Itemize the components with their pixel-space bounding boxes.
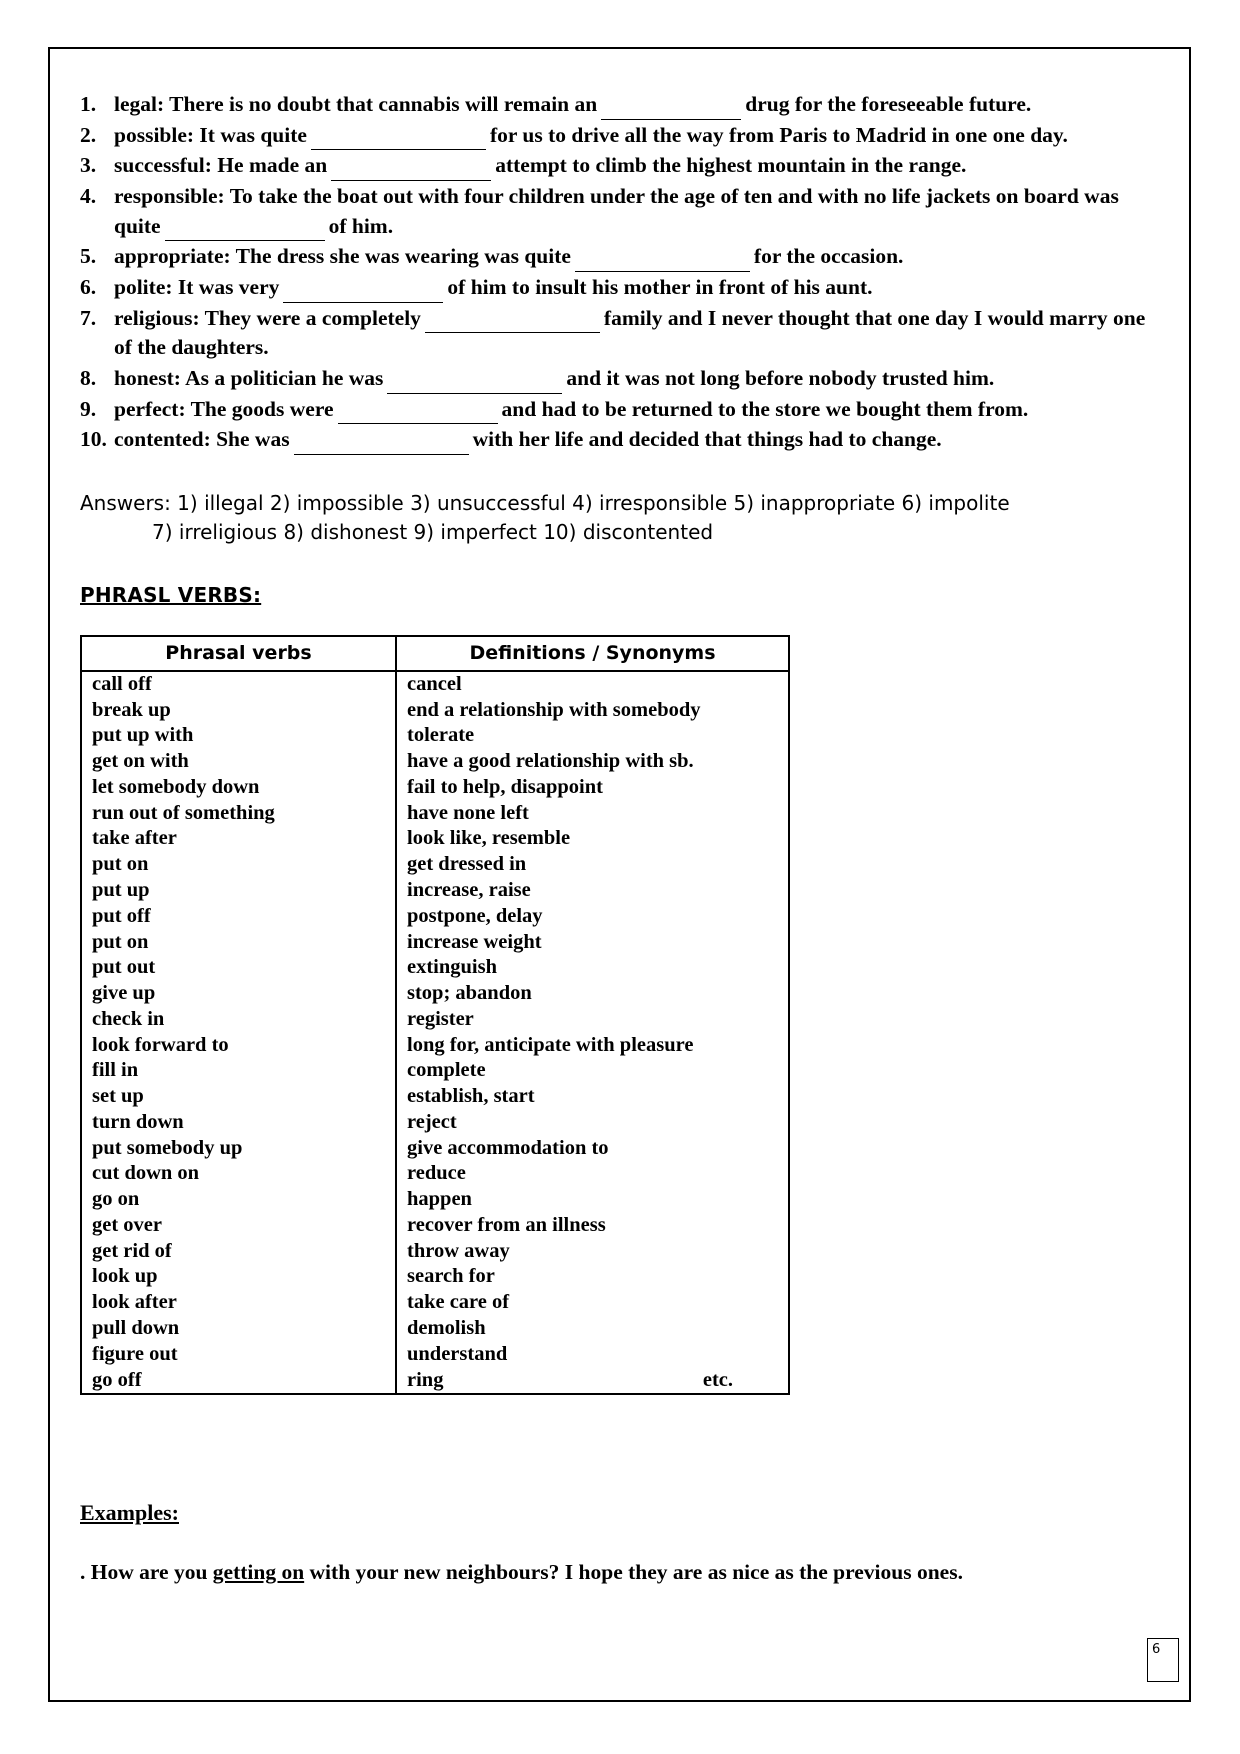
table-row bbox=[81, 1187, 789, 1213]
cell-phrasal-verb: cut down on bbox=[81, 1161, 396, 1187]
cell-phrasal-verb: set up bbox=[81, 1084, 396, 1110]
exercise-prompt: possible: It was quite bbox=[114, 122, 307, 147]
table-row bbox=[81, 826, 789, 852]
answer-blank[interactable] bbox=[165, 220, 325, 241]
exercise-item bbox=[80, 90, 1160, 120]
cell-phrasal-verb: break up bbox=[81, 698, 396, 724]
exercise-item bbox=[80, 242, 1160, 272]
example-post: with your new neighbours? I hope they are as nice as the previous ones. bbox=[304, 1560, 963, 1585]
cell-phrasal-verb: turn down bbox=[81, 1110, 396, 1136]
cell-definition: fail to help, disappoint bbox=[396, 775, 789, 801]
examples-heading: Examples: bbox=[80, 1500, 179, 1526]
exercise-text bbox=[114, 90, 1160, 120]
table-row bbox=[81, 1007, 789, 1033]
table-row bbox=[81, 1213, 789, 1239]
cell-phrasal-verb: give up bbox=[81, 981, 396, 1007]
exercise-number: 3. bbox=[80, 153, 97, 178]
table-row bbox=[81, 671, 789, 698]
exercise-prompt: legal: There is no doubt that cannabis will remain an bbox=[114, 92, 598, 116]
answer-blank[interactable] bbox=[575, 251, 750, 272]
cell-definition-text: ring bbox=[407, 1368, 444, 1391]
etc-label: etc. bbox=[702, 1368, 733, 1391]
exercise-text bbox=[114, 395, 1160, 425]
answers-block bbox=[80, 489, 1160, 547]
exercise-continuation: family and I never thought that one day I would marry one of the daughters. bbox=[114, 305, 1146, 360]
exercise-item bbox=[80, 182, 1160, 241]
cell-phrasal-verb: put on bbox=[81, 930, 396, 956]
exercise-number: 6. bbox=[80, 274, 97, 299]
exercise-item bbox=[80, 425, 1160, 455]
example-sentence bbox=[80, 1560, 1160, 1585]
cell-definition: increase weight bbox=[396, 930, 789, 956]
cell-phrasal-verb: take after bbox=[81, 826, 396, 852]
exercise-number: 2. bbox=[80, 122, 97, 147]
exercise-item bbox=[80, 151, 1160, 181]
cell-definition: reject bbox=[396, 1110, 789, 1136]
cell-definition: throw away bbox=[396, 1239, 789, 1265]
table-row bbox=[81, 904, 789, 930]
cell-definition bbox=[396, 1368, 789, 1395]
cell-definition: understand bbox=[396, 1342, 789, 1368]
cell-definition: have none left bbox=[396, 801, 789, 827]
exercise-text bbox=[114, 364, 1160, 394]
cell-definition: have a good relationship with sb. bbox=[396, 749, 789, 775]
cell-definition: end a relationship with somebody bbox=[396, 698, 789, 724]
exercise-prompt: polite: It was very bbox=[114, 274, 280, 299]
example-pre: . How are you bbox=[80, 1560, 213, 1585]
cell-definition: complete bbox=[396, 1058, 789, 1084]
exercise-number: 8. bbox=[80, 365, 97, 390]
phrasal-verbs-table bbox=[80, 635, 790, 1395]
answers-line-2: 7) irreligious 8) dishonest 9) imperfect 10) discontented bbox=[152, 519, 714, 544]
cell-phrasal-verb: put on bbox=[81, 852, 396, 878]
exercise-number: 5. bbox=[80, 244, 97, 269]
cell-phrasal-verb: go on bbox=[81, 1187, 396, 1213]
exercise-text bbox=[114, 151, 1160, 181]
exercise-continuation: for the occasion. bbox=[753, 244, 904, 269]
cell-definition: reduce bbox=[396, 1161, 789, 1187]
table-header-row bbox=[81, 636, 789, 671]
table-row bbox=[81, 878, 789, 904]
answer-blank[interactable] bbox=[294, 433, 469, 454]
table-row bbox=[81, 775, 789, 801]
table-row bbox=[81, 1342, 789, 1368]
example-highlight: getting on bbox=[212, 1560, 305, 1585]
cell-phrasal-verb: fill in bbox=[81, 1058, 396, 1084]
exercise-item bbox=[80, 304, 1160, 363]
phrasal-verbs-heading: PHRASL VERBS: bbox=[80, 582, 262, 607]
exercise-item bbox=[80, 364, 1160, 394]
exercise-text bbox=[114, 242, 1160, 272]
exercise-prompt: contented: She was bbox=[114, 427, 290, 452]
cell-phrasal-verb: look up bbox=[81, 1264, 396, 1290]
exercise-number: 10. bbox=[80, 427, 107, 452]
exercise-text bbox=[114, 425, 1160, 455]
cell-phrasal-verb: call off bbox=[81, 671, 396, 698]
table-row bbox=[81, 1239, 789, 1265]
cell-phrasal-verb: put somebody up bbox=[81, 1136, 396, 1162]
table-row bbox=[81, 1136, 789, 1162]
table-row bbox=[81, 723, 789, 749]
cell-definition: demolish bbox=[396, 1316, 789, 1342]
exercise-prompt: religious: They were a completely bbox=[114, 305, 421, 330]
answer-blank[interactable] bbox=[283, 281, 443, 302]
exercise-text bbox=[114, 304, 1160, 363]
exercise-number: 4. bbox=[80, 183, 97, 208]
exercise-prompt: perfect: The goods were bbox=[114, 396, 334, 421]
phrasal-verbs-table-wrap bbox=[80, 635, 768, 1395]
table-row bbox=[81, 749, 789, 775]
exercise-continuation: drug for the foreseeable future. bbox=[745, 92, 1032, 116]
cell-phrasal-verb: let somebody down bbox=[81, 775, 396, 801]
exercise-number: 1. bbox=[80, 92, 97, 116]
exercise-text bbox=[114, 182, 1160, 241]
table-row bbox=[81, 852, 789, 878]
cell-definition: register bbox=[396, 1007, 789, 1033]
exercise-prompt: successful: He made an bbox=[114, 153, 328, 178]
answer-blank[interactable] bbox=[601, 98, 741, 119]
cell-definition: look like, resemble bbox=[396, 826, 789, 852]
answer-blank[interactable] bbox=[425, 312, 600, 333]
cell-definition: happen bbox=[396, 1187, 789, 1213]
exercise-continuation: attempt to climb the highest mountain in the range. bbox=[495, 153, 967, 178]
table-row bbox=[81, 1084, 789, 1110]
cell-definition: get dressed in bbox=[396, 852, 789, 878]
answer-blank[interactable] bbox=[387, 372, 562, 393]
cell-phrasal-verb: look after bbox=[81, 1290, 396, 1316]
exercise-continuation: of him to insult his mother in front of his aunt. bbox=[447, 274, 873, 299]
table-row bbox=[81, 1058, 789, 1084]
cell-definition: postpone, delay bbox=[396, 904, 789, 930]
cell-phrasal-verb: look forward to bbox=[81, 1033, 396, 1059]
answers-line-1: Answers: 1) illegal 2) impossible 3) unsuccessful 4) irresponsible 5) inappropriate 6) impolite bbox=[80, 490, 1010, 515]
exercise-item bbox=[80, 273, 1160, 303]
cell-phrasal-verb: put up with bbox=[81, 723, 396, 749]
cell-definition: tolerate bbox=[396, 723, 789, 749]
cell-phrasal-verb: get over bbox=[81, 1213, 396, 1239]
exercise-prompt: responsible: To take the boat out with four children under the age of ten and with no life jackets on board was quite bbox=[114, 183, 1119, 238]
cell-definition: extinguish bbox=[396, 955, 789, 981]
table-row bbox=[81, 981, 789, 1007]
answer-blank[interactable] bbox=[311, 129, 486, 150]
exercise-prompt: appropriate: The dress she was wearing was quite bbox=[114, 244, 571, 269]
table-row bbox=[81, 1316, 789, 1342]
table-row bbox=[81, 1290, 789, 1316]
exercise-continuation: with her life and decided that things had to change. bbox=[472, 427, 942, 452]
cell-definition: take care of bbox=[396, 1290, 789, 1316]
exercise-list bbox=[80, 90, 1160, 455]
column-header-definitions: Definitions / Synonyms bbox=[396, 636, 789, 671]
answer-blank[interactable] bbox=[338, 403, 498, 424]
cell-definition: search for bbox=[396, 1264, 789, 1290]
page-content bbox=[80, 90, 1160, 1585]
column-header-phrasal-verbs: Phrasal verbs bbox=[81, 636, 396, 671]
exercise-continuation: of him. bbox=[328, 213, 394, 238]
table-row bbox=[81, 1110, 789, 1136]
table-row bbox=[81, 1264, 789, 1290]
exercise-item bbox=[80, 121, 1160, 151]
exercise-continuation: and it was not long before nobody trusted him. bbox=[566, 365, 995, 390]
table-row bbox=[81, 930, 789, 956]
cell-phrasal-verb: check in bbox=[81, 1007, 396, 1033]
cell-phrasal-verb: run out of something bbox=[81, 801, 396, 827]
answer-blank[interactable] bbox=[331, 160, 491, 181]
cell-definition: increase, raise bbox=[396, 878, 789, 904]
cell-phrasal-verb: put up bbox=[81, 878, 396, 904]
exercise-continuation: and had to be returned to the store we bought them from. bbox=[501, 396, 1029, 421]
cell-definition: recover from an illness bbox=[396, 1213, 789, 1239]
cell-definition: cancel bbox=[396, 671, 789, 698]
page-number: 6 bbox=[1147, 1638, 1179, 1682]
exercise-text bbox=[114, 273, 1160, 303]
table-row bbox=[81, 1033, 789, 1059]
cell-definition: stop; abandon bbox=[396, 981, 789, 1007]
cell-phrasal-verb: put off bbox=[81, 904, 396, 930]
cell-phrasal-verb: get on with bbox=[81, 749, 396, 775]
exercise-text bbox=[114, 121, 1160, 151]
exercise-number: 9. bbox=[80, 396, 97, 421]
table-row bbox=[81, 801, 789, 827]
cell-phrasal-verb: pull down bbox=[81, 1316, 396, 1342]
exercise-prompt: honest: As a politician he was bbox=[114, 365, 384, 390]
exercise-number: 7. bbox=[80, 305, 97, 330]
cell-phrasal-verb: put out bbox=[81, 955, 396, 981]
exercise-item bbox=[80, 395, 1160, 425]
cell-phrasal-verb: go off bbox=[81, 1368, 396, 1395]
cell-definition: establish, start bbox=[396, 1084, 789, 1110]
table-row bbox=[81, 1368, 789, 1395]
table-row bbox=[81, 1161, 789, 1187]
exercise-continuation: for us to drive all the way from Paris to Madrid in one one day. bbox=[489, 122, 1068, 147]
table-row bbox=[81, 698, 789, 724]
cell-definition: long for, anticipate with pleasure bbox=[396, 1033, 789, 1059]
table-row bbox=[81, 955, 789, 981]
cell-definition: give accommodation to bbox=[396, 1136, 789, 1162]
cell-phrasal-verb: figure out bbox=[81, 1342, 396, 1368]
cell-phrasal-verb: get rid of bbox=[81, 1239, 396, 1265]
